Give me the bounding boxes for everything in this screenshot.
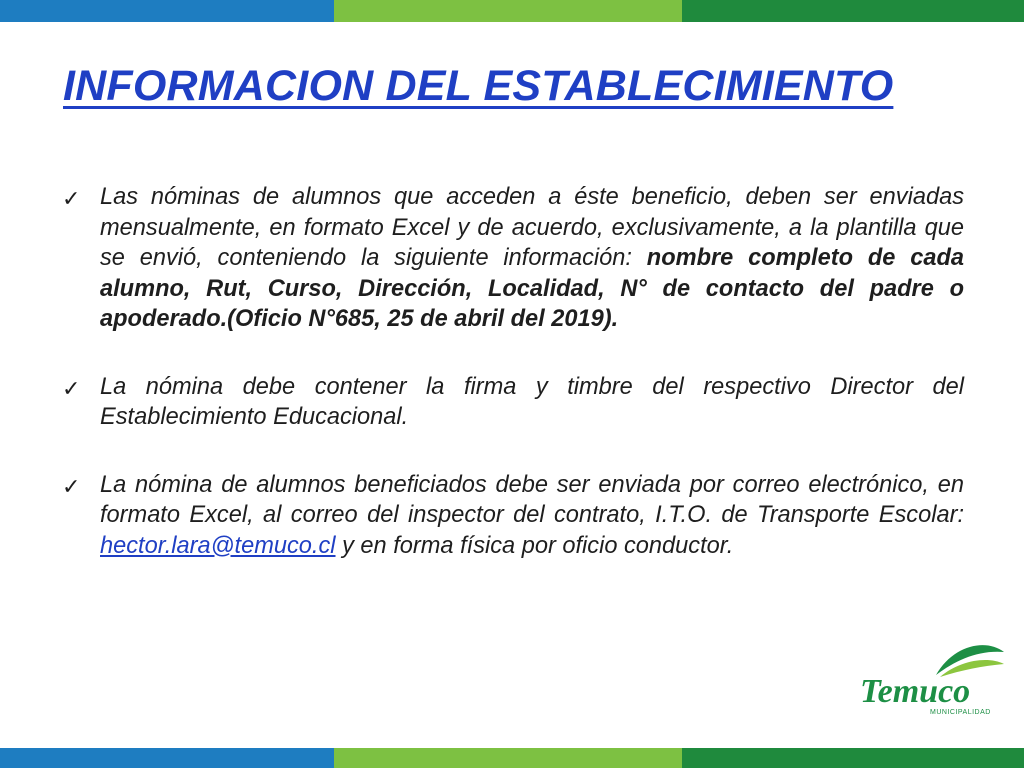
bullet-text-3-normal: La nómina de alumnos beneficiados debe ser enviada por correo electrónico, en formato Excel, al correo del inspector del contrato, I.T.O. de Transporte Escolar: bbox=[100, 471, 964, 528]
band-dark-green-segment bbox=[682, 0, 1024, 22]
check-mark-icon: ✓ bbox=[62, 375, 81, 401]
slide-title: INFORMACION DEL ESTABLECIMIENTO bbox=[63, 62, 894, 110]
bullet-text-3-end: y en forma física por oficio conductor. bbox=[335, 532, 734, 559]
check-mark-icon: ✓ bbox=[62, 186, 81, 211]
bullet-item-2 bbox=[62, 372, 964, 433]
band-blue-segment bbox=[0, 0, 334, 22]
check-mark-icon: ✓ bbox=[62, 473, 81, 499]
email-link[interactable]: hector.lara@temuco.cl bbox=[100, 532, 336, 559]
top-color-band bbox=[0, 0, 1024, 22]
bullet-item-1 bbox=[62, 182, 964, 335]
band-light-green-segment bbox=[334, 0, 682, 22]
band-dark-green-segment bbox=[682, 748, 1024, 768]
band-light-green-segment bbox=[334, 748, 682, 768]
bullet-list bbox=[62, 182, 964, 598]
bullet-text-3 bbox=[100, 470, 964, 562]
bullet-text-1 bbox=[100, 182, 964, 335]
bullet-text-1-bold: nombre completo de cada alumno, Rut, Curso, Dirección, Localidad, N° de contacto del padre o apoderado.(Oficio N°685, 25 de abril del 2019). bbox=[100, 245, 964, 332]
bullet-text-2 bbox=[100, 372, 964, 433]
temuco-logo bbox=[858, 640, 1008, 740]
bullet-text-2-normal: La nómina debe contener la firma y timbre del respectivo Director del Establecimiento Educacional. bbox=[100, 373, 964, 430]
logo-name: Temuco bbox=[860, 673, 971, 710]
bottom-color-band bbox=[0, 748, 1024, 768]
bullet-text-1-normal: Las nóminas de alumnos que acceden a éste beneficio, deben ser enviadas mensualmente, en formato Excel y de acuerdo, exclusivamente, a la plantilla que se envió, conteniendo la siguiente información: bbox=[100, 184, 964, 271]
band-blue-segment bbox=[0, 748, 334, 768]
bullet-item-3 bbox=[62, 470, 964, 562]
logo-subtitle: MUNICIPALIDAD bbox=[930, 709, 991, 716]
